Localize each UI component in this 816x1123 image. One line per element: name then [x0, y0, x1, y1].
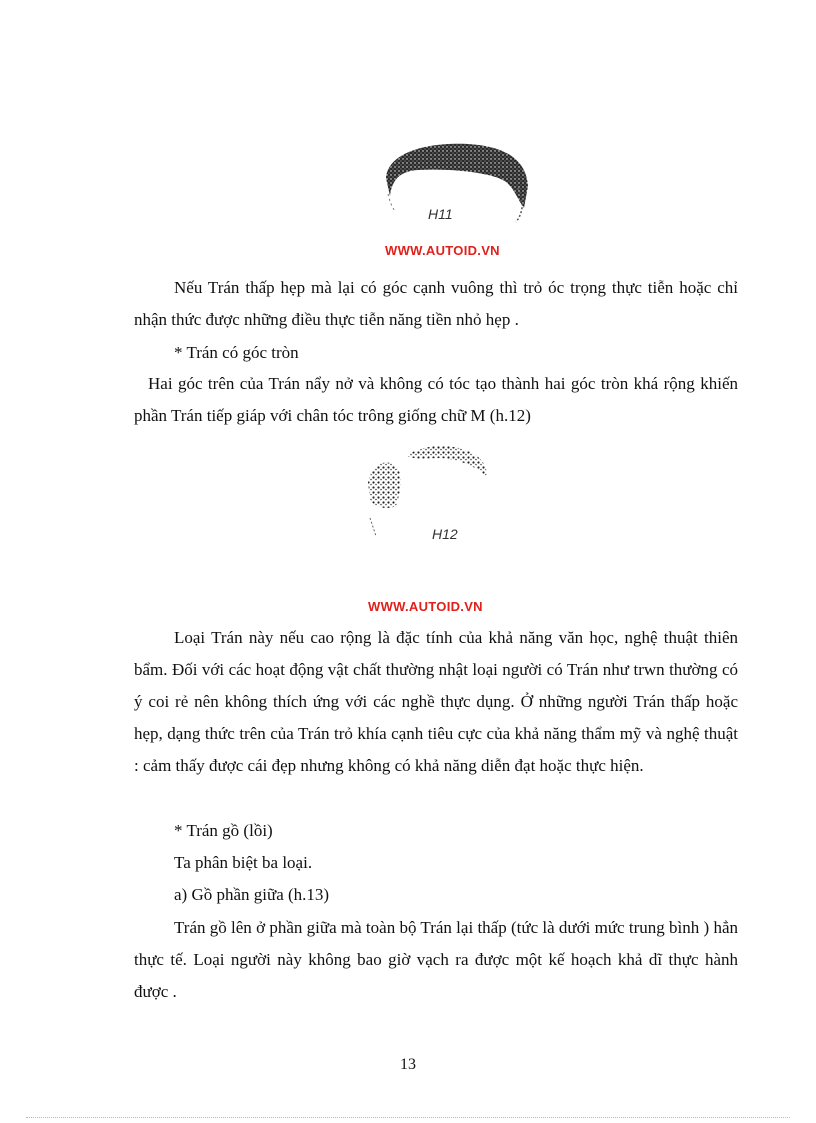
heading-round-forehead: * Trán có góc tròn: [174, 343, 299, 362]
paragraph-3: Loại Trán này nếu cao rộng là đặc tính của khả năng văn học, nghệ thuật thiên bẩm. Đối với các hoạt động vật chất thường nhật loại người có Trán như trwn thường có ý coi rẻ nên không thích ứng với các nghề thực dụng. Ở những người Trán thấp hoặc hẹp, dạng thức trên của Trán trỏ khía cạnh tiêu cực của khả năng thẩm mỹ và nghệ thuật : cảm thấy được cái đẹp nhưng không có khả năng diễn đạt hoặc thực hiện.: [134, 628, 738, 775]
heading-bulging-forehead: * Trán gồ (lồi): [174, 821, 273, 840]
figure-label-h11: H11: [428, 206, 453, 222]
paragraph-5: Trán gồ lên ở phần giữa mà toàn bộ Trán lại thấp (tức là dưới mức trung bình ) hẳn thực tế. Loại người này không bao giờ vạch ra được một kế hoạch khả dĩ thực hành được .: [134, 918, 738, 1001]
paragraph-2: Hai góc trên của Trán nẩy nở và không có tóc tạo thành hai góc tròn khá rộng khiến phần Trán tiếp giáp với chân tóc trông giống chữ M (h.12): [134, 374, 738, 425]
forehead-square-corner-illustration: [378, 138, 538, 230]
forehead-round-corner-illustration: [362, 436, 496, 546]
figure-label-h12: H12: [432, 526, 458, 542]
watermark-h12: WWW.AUTOID.VN: [368, 599, 483, 614]
paragraph-1: Nếu Trán thấp hẹp mà lại có góc cạnh vuông thì trỏ óc trọng thực tiễn hoặc chỉ nhận thức được những điều thực tiễn năng tiền nhỏ hẹp .: [134, 278, 738, 329]
page-number: 13: [400, 1056, 416, 1073]
watermark-h11: WWW.AUTOID.VN: [385, 243, 500, 258]
heading-a: a) Gồ phần giữa (h.13): [174, 885, 330, 904]
page-bottom-rule: [26, 1117, 790, 1118]
paragraph-4: Ta phân biệt ba loại.: [174, 853, 313, 872]
